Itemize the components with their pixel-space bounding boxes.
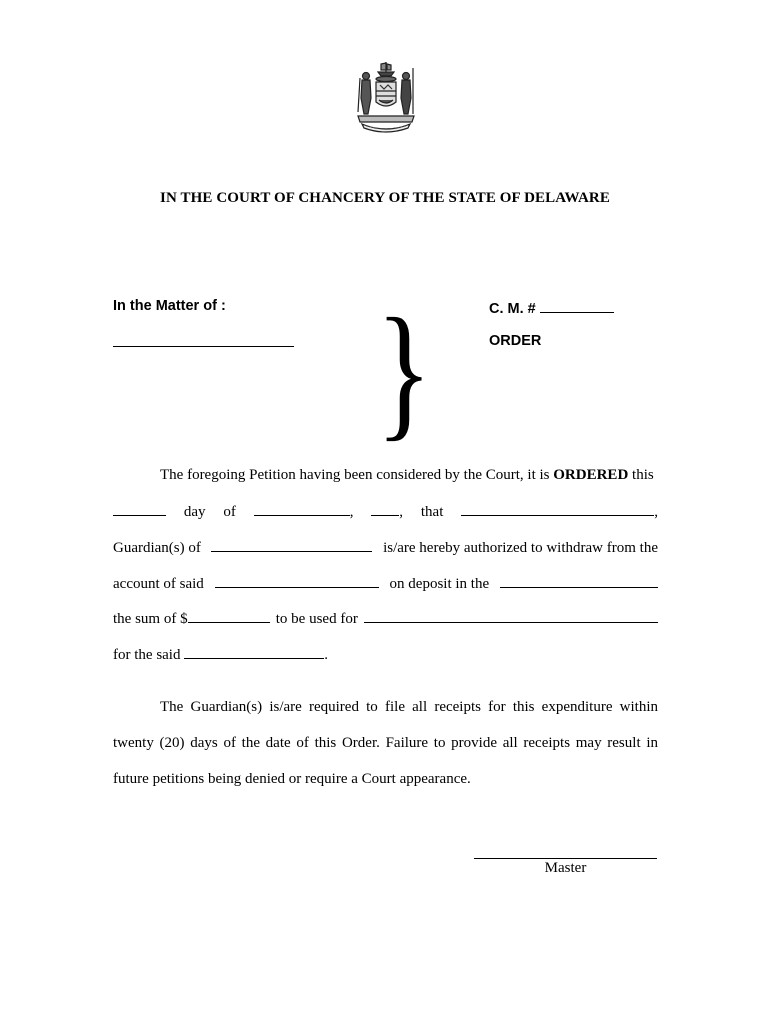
amount-blank[interactable] [188, 610, 270, 623]
month-blank[interactable] [254, 503, 350, 516]
state-seal-icon [348, 58, 424, 134]
order-heading: ORDER [489, 333, 542, 349]
guardians-of-label: Guardian(s) of [113, 540, 201, 556]
authorized-text: is/are hereby authorized to withdraw from the [383, 540, 658, 556]
the-sum-of-label: the sum of $ [113, 611, 188, 627]
of-word: of [223, 504, 236, 520]
master-label: Master [544, 860, 587, 876]
to-be-used-for-label: to be used for [275, 611, 358, 627]
for-the-said-label: for the said [113, 647, 181, 663]
cm-label: C. M. # [489, 301, 536, 317]
account-of-said-label: account of said [113, 576, 204, 592]
on-deposit-label: on deposit in the [389, 576, 490, 592]
case-number-blank[interactable] [540, 298, 614, 313]
day-number-blank[interactable] [113, 503, 166, 516]
year-field: , [371, 503, 403, 521]
subject-blank[interactable] [461, 503, 654, 516]
paragraph-1-line-6: for the said . [113, 647, 328, 663]
day-word: day [183, 504, 206, 520]
paragraph-2-line-2: twenty (20) days of the date of this Order. Failure to provide all receipts may result in [113, 735, 658, 751]
caption-brace: } [376, 288, 433, 454]
paragraph-1-line-4 [113, 575, 658, 593]
sum-field [113, 610, 270, 628]
subject-field: , [461, 503, 658, 521]
master-signature-line[interactable] [474, 858, 657, 859]
paragraph-2-line-1: The Guardian(s) is/are required to file all receipts for this expenditure within [160, 699, 658, 715]
paragraph-1-line-1: The foregoing Petition having been considered by the Court, it is ORDERED this [160, 467, 654, 483]
case-number-field [489, 298, 614, 317]
court-title: IN THE COURT OF CHANCERY OF THE STATE OF DELAWARE [160, 190, 610, 206]
month-field: , [254, 503, 354, 521]
account-holder-blank[interactable] [215, 575, 379, 588]
in-the-matter-label: In the Matter of : [113, 298, 226, 314]
year-blank[interactable] [371, 503, 399, 516]
institution-blank[interactable] [500, 575, 658, 588]
matter-name-blank[interactable] [113, 346, 294, 347]
ordered-word: ORDERED [553, 467, 629, 483]
paragraph-1-line-5 [113, 610, 658, 628]
paragraph-1-line-2 [113, 503, 658, 521]
beneficiary-blank[interactable] [184, 646, 324, 659]
paragraph-1-line-3 [113, 539, 658, 557]
purpose-blank[interactable] [364, 610, 658, 623]
guardian-name-blank[interactable] [211, 539, 372, 552]
paragraph-2-line-3: future petitions being denied or require a Court appearance. [113, 771, 471, 787]
that-word: that [420, 504, 444, 520]
